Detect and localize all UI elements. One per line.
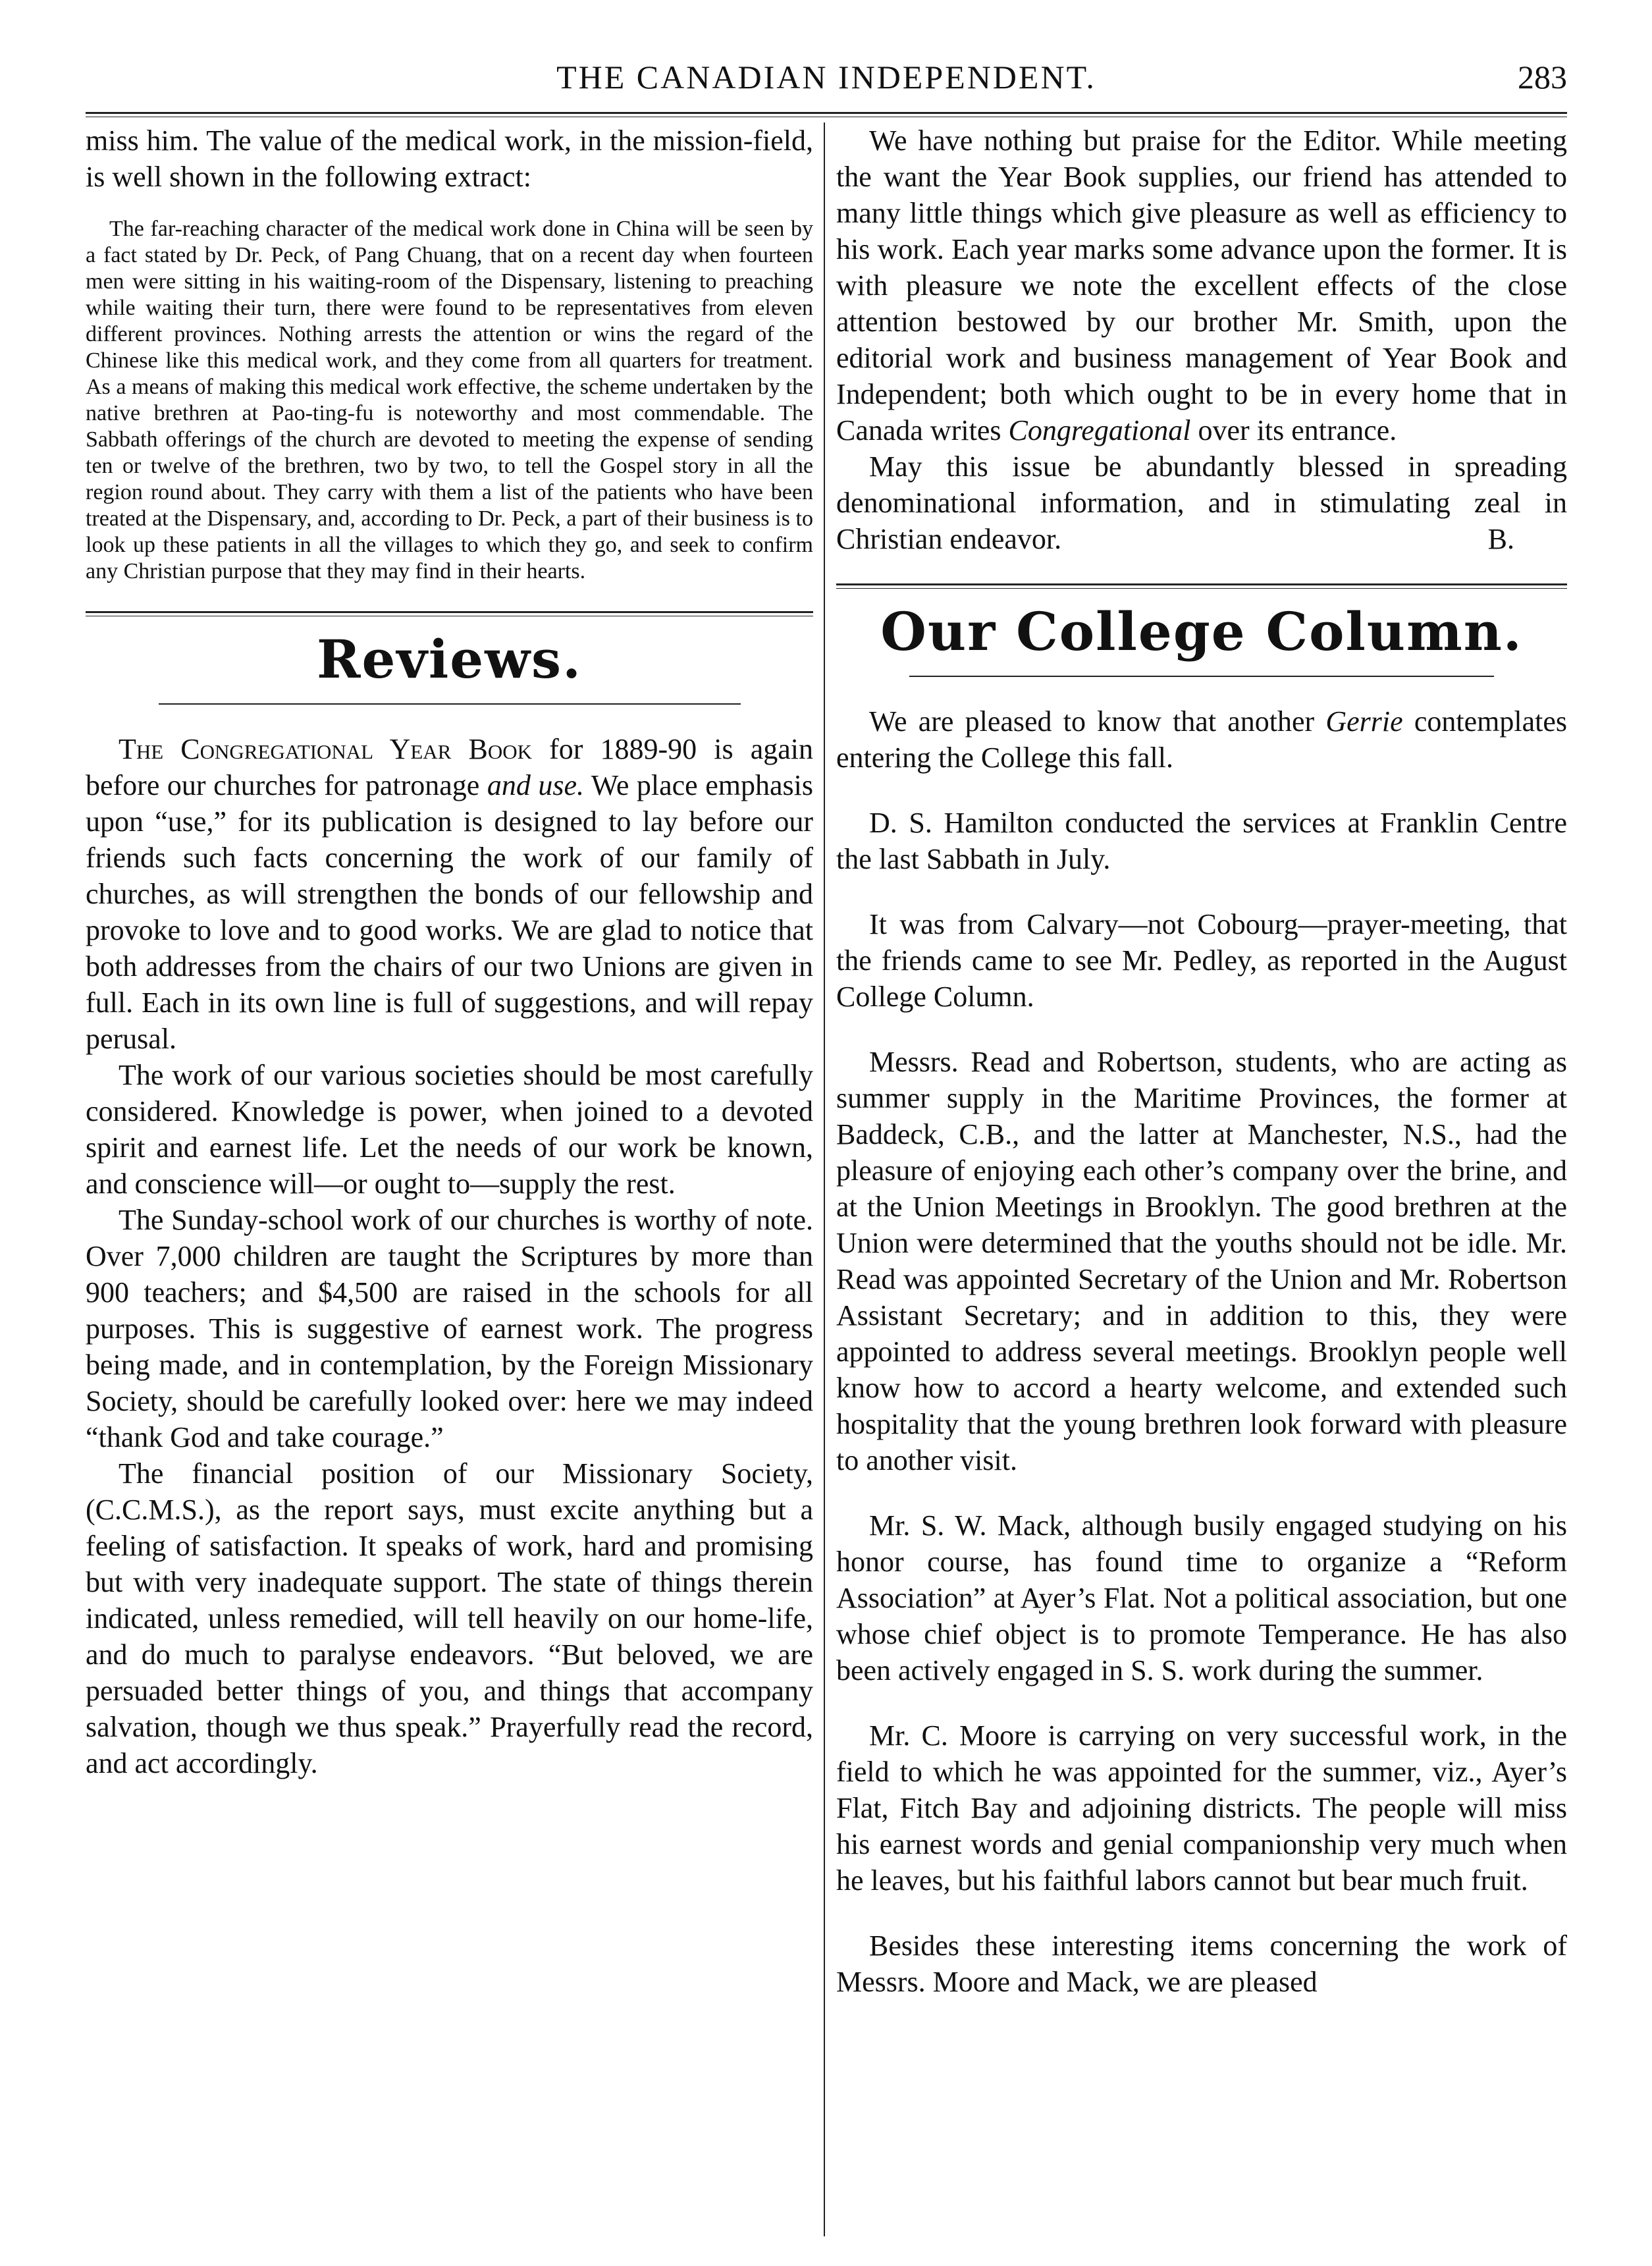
heading-rule — [159, 703, 741, 705]
review-paragraph: The financial position of our Missionary Society, (C.C.M.S.), as the report says, must excite anything but a feeling of satisfaction. It speaks of work, hard and promising but with very inadequate support. The state of things therein indicated, unless remedied, will tell heavily on our home-life, and do much to paralyse endeavors. “But beloved, we are persuaded better things of you, and things that accompany salvation, though we thus speak.” Prayerfully read the record, and act accordingly. — [86, 1457, 813, 1779]
editor-paragraph: May this issue be abundantly blessed in spreading denominational information, and in stimulating zeal in Christian endeavor. B. — [836, 448, 1567, 557]
reviews-heading: Reviews. — [317, 628, 582, 690]
header-rule — [86, 112, 1567, 117]
review-paragraph: The work of our various societies should be most carefully considered. Knowledge is power, when joined to a devoted spirit and earnest life. Let the needs of our work be known, and conscience will—or ought to—supply the rest. — [86, 1059, 813, 1200]
college-item: It was from Calvary—not Cobourg—prayer-meeting, that the friends came to see Mr. Pedley, as reported in the August College Column. — [836, 908, 1567, 1013]
intro-paragraph: miss him. The value of the medical work, in the mission-field, is well shown in the following extract: — [86, 124, 813, 193]
college-item: Besides these interesting items concerning the work of Messrs. Moore and Mack, we are pleased — [836, 1929, 1567, 1998]
page-number: 283 — [1518, 59, 1567, 95]
journal-title: THE CANADIAN INDEPENDENT. — [556, 59, 1096, 95]
heading-rule — [909, 676, 1494, 677]
column-divider — [824, 122, 825, 2236]
medical-work-extract: The far-reaching character of the medical work done in China will be seen by a fact stated by Dr. Peck, of Pang Chuang, that on a recent day when fourteen men were sitting in his waiting-room of the Dispensary, listening to preaching while waiting their turn, there were found to be representatives from eleven different provinces. Nothing arrests the attention or wins the regard of the Chinese like this medical work, and they come from all quarters for treatment. As a means of making this medical work effective, the scheme undertaken by the native brethren at Pao-ting-fu is noteworthy and most commendable. The Sabbath offerings of the church are devoted to meeting the expense of sending ten or twelve of the brethren, two by two, to tell the Gospel story in all the region round about. They carry with them a list of the patients who have been treated at the Dispensary, and, according to Dr. Peck, a part of their business is to look up these patients in all the villages to which they go, and seek to confirm any Christian purpose that they may find in their hearts. — [86, 217, 813, 583]
page-header — [86, 58, 1567, 111]
college-item: We are pleased to know that another Gerrie contemplates entering the College this fall. — [836, 705, 1567, 774]
signature-initial: B. — [1487, 523, 1514, 555]
college-column-heading: Our College Column. — [880, 601, 1523, 662]
college-item: Messrs. Read and Robertson, students, who are acting as summer supply in the Maritime Provinces, the former at Baddeck, C.B., and the latter at Manchester, N.S., had the pleasure of enjoying each other’s company over the brine, and at the Union Meetings in Brooklyn. The good brethren at the Union were determined that the youths should not be idle. Mr. Read was appointed Secretary of the Union and Mr. Robertson Assistant Secretary; and in addition to this, they were appointed to address several meetings. Brooklyn people well know how to accord a hearty welcome, and extended such hospitality that the young brethren look forward with pleasure to another visit. — [836, 1046, 1567, 1476]
section-rule — [86, 611, 813, 616]
editor-paragraph: We have nothing but praise for the Editor. While meeting the want the Year Book supplies, our friend has attended to many little things which give pleasure as well as efficiency to his work. Each year marks some advance upon the former. It is with pleasure we note the excellent effects of the close attention bestowed by our brother Mr. Smith, upon the editorial work and business management of Year Book and Independent; both which ought to be in every home that in Canada writes Congregational over its entrance. — [836, 124, 1567, 446]
college-item: Mr. S. W. Mack, although busily engaged studying on his honor course, has found time to organize a “Reform Association” at Ayer’s Flat. Not a political association, but one whose chief object is to promote Temperance. He has also been actively engaged in S. S. work during the summer. — [836, 1509, 1567, 1686]
right-column — [836, 122, 1567, 2236]
year-book-title: The Congregational Year Book — [119, 733, 532, 765]
section-rule — [836, 583, 1567, 589]
college-item: Mr. C. Moore is carrying on very successful work, in the field to which he was appointed for the summer, viz., Ayer’s Flat, Fitch Bay and adjoining districts. The people will miss his earnest words and genial companionship very much when he leaves, but his faithful labors cannot but bear much fruit. — [836, 1719, 1567, 1897]
review-paragraph: The Sunday-school work of our churches is worthy of note. Over 7,000 children are taught the Scriptures by more than 900 teachers; and $4,500 are raised in the schools for all purposes. This is suggestive of earnest work. The progress being made, and in contemplation, by the Foreign Missionary Society, should be carefully looked over: here we may indeed “thank God and take courage.” — [86, 1204, 813, 1453]
review-paragraph: The Congregational Year Book for 1889-90 is again before our churches for patronage and use. We place emphasis upon “use,” for its publication is designed to lay before our friends such facts concerning the work of our family of churches, as will strengthen the bonds of our fellowship and provoke to love and to good works. We are glad to notice that both addresses from the chairs of our two Unions are given in full. Each in its own line is full of suggestions, and will repay perusal. — [86, 733, 813, 1055]
left-column — [86, 122, 813, 2236]
college-item: D. S. Hamilton conducted the services at Franklin Centre the last Sabbath in July. — [836, 807, 1567, 875]
